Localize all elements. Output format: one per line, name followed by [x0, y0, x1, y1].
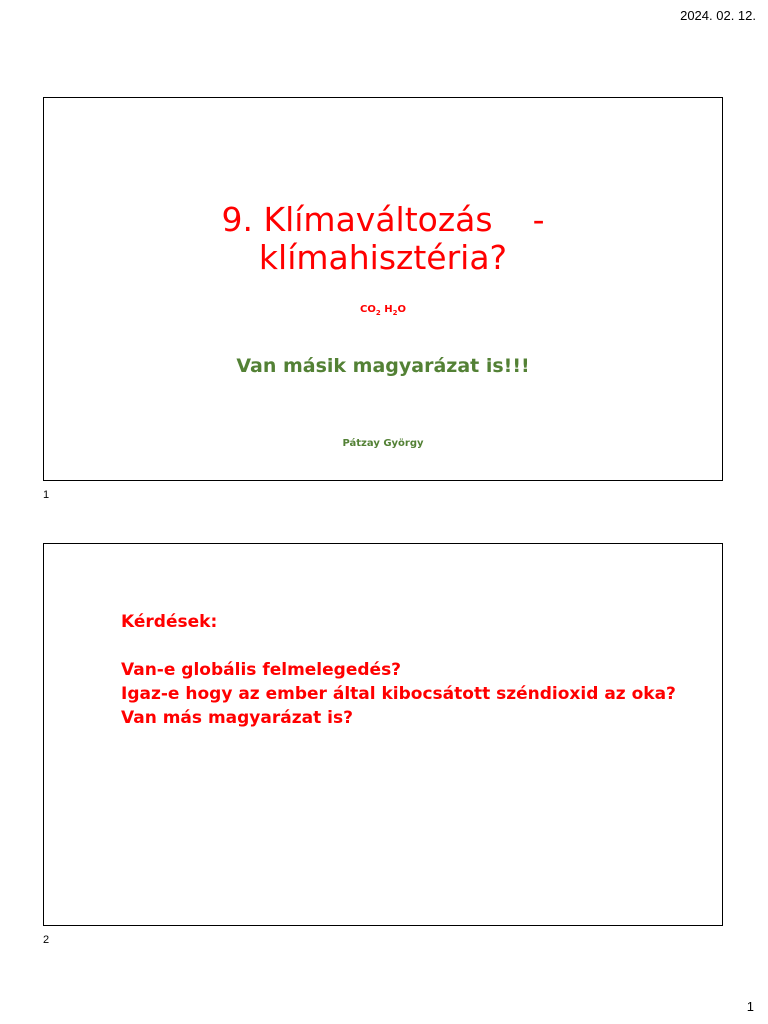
slide-number: 2 [43, 934, 50, 946]
question-item: Igaz-e hogy az ember által kibocsátott széndioxid az oka? [121, 684, 676, 704]
title-dash: - [532, 200, 545, 239]
author-name: Pátzay György [342, 438, 424, 449]
question-item: Van más magyarázat is? [121, 708, 353, 728]
title-line-1: 9. Klímaváltozás - [221, 200, 545, 239]
slide-subtitle: Van másik magyarázat is!!! [236, 355, 530, 377]
question-item: Van-e globális felmelegedés? [121, 660, 402, 680]
questions-heading: Kérdések: [121, 612, 218, 632]
slide-number: 1 [43, 489, 50, 501]
page-number: 1 [746, 999, 754, 1014]
print-date: 2024. 02. 12. [680, 8, 756, 23]
title-line-2: klímahisztéria? [258, 238, 508, 277]
slide-2 [43, 543, 723, 926]
slide-1 [43, 97, 723, 481]
questions-block [121, 610, 676, 730]
chemical-formula: $CO_2$ $H_2O$ [360, 304, 406, 317]
slide-title [44, 201, 722, 277]
